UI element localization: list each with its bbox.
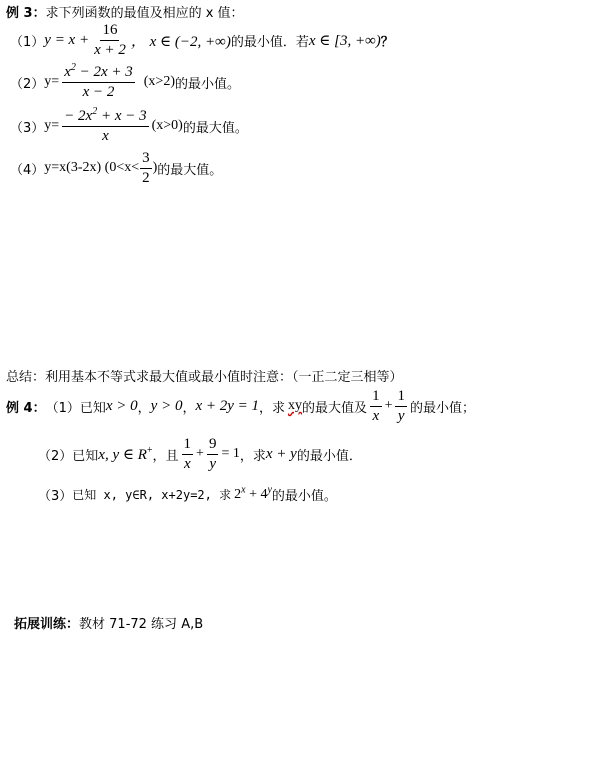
example3-item-4: [10, 148, 222, 188]
fraction: [62, 105, 148, 145]
item-number: （3）: [10, 120, 45, 136]
item-number: （1）: [45, 400, 80, 416]
condition: (x>0): [151, 118, 183, 133]
fraction-denominator: y: [209, 455, 217, 472]
item-number: （2）: [10, 76, 45, 92]
fraction-1-over-x: [370, 388, 382, 425]
example3-item-2: [10, 62, 240, 102]
expression-lhs: y = x +: [44, 31, 90, 48]
fraction-numerator: 1: [395, 388, 407, 407]
extension-text: 教材 71-72 练习 A,B: [79, 617, 204, 632]
numerator-rest: + x − 3: [97, 107, 147, 124]
given-text: 已知: [72, 448, 99, 464]
plus-sign: +: [196, 446, 204, 461]
fraction-denominator: y: [397, 407, 405, 424]
expression-lhs: y=: [44, 118, 60, 133]
given-text: 已知: [79, 400, 106, 416]
base-2: 4: [260, 486, 268, 502]
domain-2: x ∈ [3, +∞): [308, 32, 381, 49]
plus-sign: +: [245, 486, 261, 502]
fraction-denominator: x: [183, 455, 191, 472]
find-text: ，求: [259, 400, 286, 416]
example4-item-3: [38, 485, 337, 504]
example3-item-3: [10, 106, 248, 146]
task-text: 的最小值．若: [230, 34, 309, 50]
item-number: （3）: [38, 489, 73, 504]
example4-item-2: [38, 432, 362, 476]
exponent-2: y: [267, 483, 272, 495]
fraction-numerator: 9: [207, 436, 219, 455]
fraction-denominator: x: [372, 407, 380, 424]
numerator-exponent: 2: [70, 61, 76, 73]
fraction-numerator: [62, 61, 135, 83]
item-number: （1）: [10, 34, 45, 50]
extension-line: [14, 613, 203, 632]
task-text: 的最大值。: [182, 120, 248, 136]
condition: (x>2): [143, 74, 175, 89]
fraction-9-over-y: [207, 436, 219, 473]
separator: ，: [182, 400, 196, 416]
fraction-numerator: 3: [140, 150, 152, 169]
question-mark: ？: [380, 34, 394, 50]
example3-label: 例 3：: [6, 6, 46, 21]
task-text: 的最小值．: [296, 448, 362, 464]
task-text: 的最大值。: [157, 162, 223, 178]
task-text: 的最小值。: [175, 76, 241, 92]
numerator-rest: − 2x + 3: [75, 63, 133, 80]
summary-label: 总结：: [6, 370, 46, 385]
numerator-exponent: 2: [92, 105, 98, 117]
expression: y=x(3-2x) (0<x<: [44, 160, 140, 175]
xy-term: xy: [288, 398, 303, 413]
and-text: ，且: [152, 448, 179, 464]
find-text: ，求: [239, 448, 266, 464]
fraction-1-over-y: [395, 388, 407, 425]
fraction-denominator: 2: [142, 169, 150, 186]
fraction-numerator: 1: [182, 436, 194, 455]
fraction: [140, 150, 152, 187]
task-text: 的最小值。: [271, 489, 337, 504]
example4-label: 例 4：: [6, 400, 46, 416]
positive-superscript: +: [146, 444, 153, 456]
summary-text: 利用基本不等式求最大值或最小值时注意：（一正二定三相等）: [45, 370, 403, 385]
fraction-denominator: x: [102, 127, 109, 144]
variables: [98, 445, 152, 464]
item-number: （4）: [10, 162, 45, 178]
exponential-expression: [234, 483, 272, 503]
fraction-numerator: 1: [370, 388, 382, 407]
fraction: [62, 61, 135, 101]
example4-item-1: [6, 384, 475, 428]
numerator-base: − 2x: [64, 107, 93, 124]
item-number: （2）: [38, 448, 73, 464]
fraction: [92, 22, 128, 59]
fraction-denominator: x − 2: [82, 83, 115, 100]
target-expression: x + y: [265, 445, 297, 462]
numerator-base: x: [64, 63, 71, 80]
fraction-1-over-x: [182, 436, 194, 473]
condition-3: x + 2y = 1: [195, 397, 260, 414]
summary-line: [6, 366, 403, 385]
expression-lhs: y=: [44, 74, 60, 89]
separator: ，: [137, 400, 151, 416]
variables-text: x, y ∈ R: [98, 446, 147, 463]
fraction-numerator: [62, 105, 148, 127]
plus-sign: +: [384, 398, 393, 413]
max-text: 的最大值及: [302, 400, 368, 416]
equals-one: = 1: [221, 446, 240, 461]
fraction-numerator: 16: [100, 22, 119, 41]
exponent-1: x: [241, 483, 246, 495]
given-text: 已知 x, y∈R, x+2y=2, 求: [72, 488, 232, 502]
base-1: 2: [234, 486, 242, 502]
fraction-denominator: x + 2: [94, 41, 126, 58]
condition-1: x > 0: [105, 397, 138, 414]
task-text: 的最小值；: [409, 400, 475, 416]
close-paren: ): [152, 160, 158, 175]
domain: ， x ∈ (−2, +∞): [130, 33, 231, 50]
condition-2: y > 0: [150, 397, 183, 414]
example3-title: 求下列函数的最值及相应的 x 值：: [45, 6, 244, 21]
example3-heading: [6, 2, 244, 21]
example3-item-1: [10, 20, 394, 60]
extension-label: 拓展训练：: [14, 617, 80, 632]
